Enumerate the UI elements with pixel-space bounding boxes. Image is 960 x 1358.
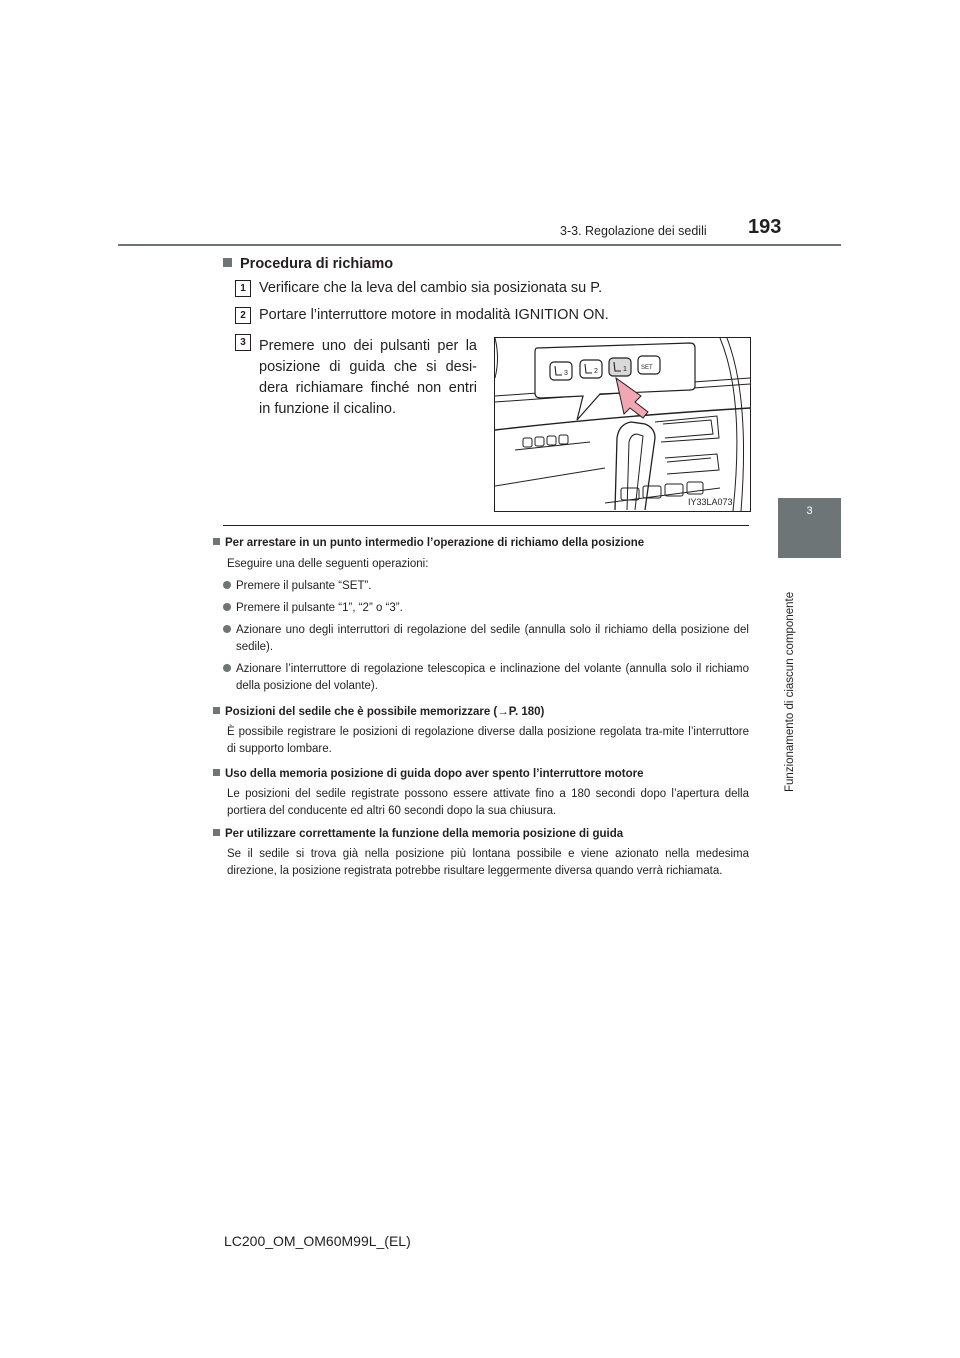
note-2-title: Posizioni del sedile che è possibile memorizzare (→P. 180) <box>225 706 545 718</box>
memory-button-label-3: 3 <box>564 370 568 377</box>
step-text-3-line: Premere uno dei pulsanti per la <box>259 338 477 354</box>
note-1-bullet <box>223 578 749 595</box>
note-1-title-row <box>213 535 749 552</box>
note-2-title-row <box>213 704 749 721</box>
figure-code: IY33LA073 <box>688 497 733 507</box>
note-1-bullet <box>223 600 749 617</box>
bullet-text: Premere il pulsante “1”, “2” o “3”. <box>236 602 403 614</box>
page-number: 193 <box>748 216 782 238</box>
chapter-number: 3 <box>806 505 813 517</box>
square-bullet-icon <box>213 538 220 545</box>
square-bullet-icon <box>213 829 220 836</box>
circle-bullet-icon <box>223 581 231 589</box>
memory-button-label-2: 2 <box>594 368 598 375</box>
square-bullet-icon <box>213 707 220 714</box>
circle-bullet-icon <box>223 664 231 672</box>
section-title: 3-3. Regolazione dei sedili <box>560 224 707 238</box>
note-1-title: Per arrestare in un punto intermedio l’operazione di richiamo della posizione <box>225 537 645 549</box>
step-text-3-line: dera richiamare finché non entri <box>259 380 477 396</box>
note-1-bullet <box>223 661 749 695</box>
square-bullet-icon <box>213 769 220 776</box>
note-2-body: È possibile registrare le posizioni di regolazione diverse dalla posizione regolata tra-mite l’interruttore di supporto lombare. <box>227 726 749 755</box>
step-text-1: Verificare che la leva del cambio sia posizionata su P. <box>259 280 603 296</box>
step-number-1: 1 <box>235 280 251 297</box>
note-1-bullet <box>223 622 749 656</box>
note-2 <box>213 704 749 758</box>
note-4-title: Per utilizzare correttamente la funzione della memoria posizione di guida <box>225 828 624 840</box>
memory-button-label-1: 1 <box>623 366 627 373</box>
document-code: LC200_OM_OM60M99L_(EL) <box>224 1233 411 1249</box>
procedure-title: Procedura di richiamo <box>240 256 394 272</box>
note-3-title: Uso della memoria posizione di guida dopo aver spento l’interruttore motore <box>225 768 644 780</box>
note-4-title-row <box>213 826 749 843</box>
note-1 <box>213 535 749 695</box>
square-bullet-icon <box>223 258 232 267</box>
step-number-3: 3 <box>235 334 251 351</box>
set-button-label: SET <box>641 365 653 371</box>
circle-bullet-icon <box>223 603 231 611</box>
bullet-text: Premere il pulsante “SET”. <box>236 580 372 592</box>
step-text-3-line: posizione di guida che si desi- <box>259 359 477 375</box>
section-divider <box>223 525 749 526</box>
note-3-body: Le posizioni del sedile registrate possono essere attivate fino a 180 secondi dopo l’apertura della portiera del conducente ed altri 60 secondi dopo la sua chiusura. <box>227 788 749 817</box>
header-rule <box>118 244 841 246</box>
procedure-heading <box>223 256 393 272</box>
step-number-2: 2 <box>235 307 251 324</box>
step-text-3-line: in funzione il cicalino. <box>259 401 397 417</box>
step-text-2: Portare l’interruttore motore in modalità IGNITION ON. <box>259 307 609 323</box>
circle-bullet-icon <box>223 625 231 633</box>
chapter-side-label <box>784 562 804 792</box>
chapter-title: Funzionamento di ciascun componente <box>784 591 796 792</box>
note-4 <box>213 826 749 880</box>
note-4-body: Se il sedile si trova già nella posizione più lontana possibile e viene azionato nella medesima direzione, la posizione registrata potrebbe risultare leggermente diversa quando verrà richiamata. <box>227 848 749 877</box>
note-3-title-row <box>213 766 749 783</box>
bullet-text: Azionare l’interruttore di regolazione telescopica e inclinazione del volante (annulla solo il richiamo della posizione del volante). <box>236 663 749 692</box>
chapter-tab <box>778 498 841 558</box>
note-1-intro: Eseguire una delle seguenti operazioni: <box>227 558 429 570</box>
door-memory-buttons-illustration <box>494 337 751 512</box>
note-3 <box>213 766 749 820</box>
bullet-text: Azionare uno degli interruttori di regolazione del sedile (annulla solo il richiamo della posizione del sedile). <box>236 624 749 653</box>
illustration-svg <box>495 338 750 511</box>
step-text-3 <box>259 336 477 420</box>
